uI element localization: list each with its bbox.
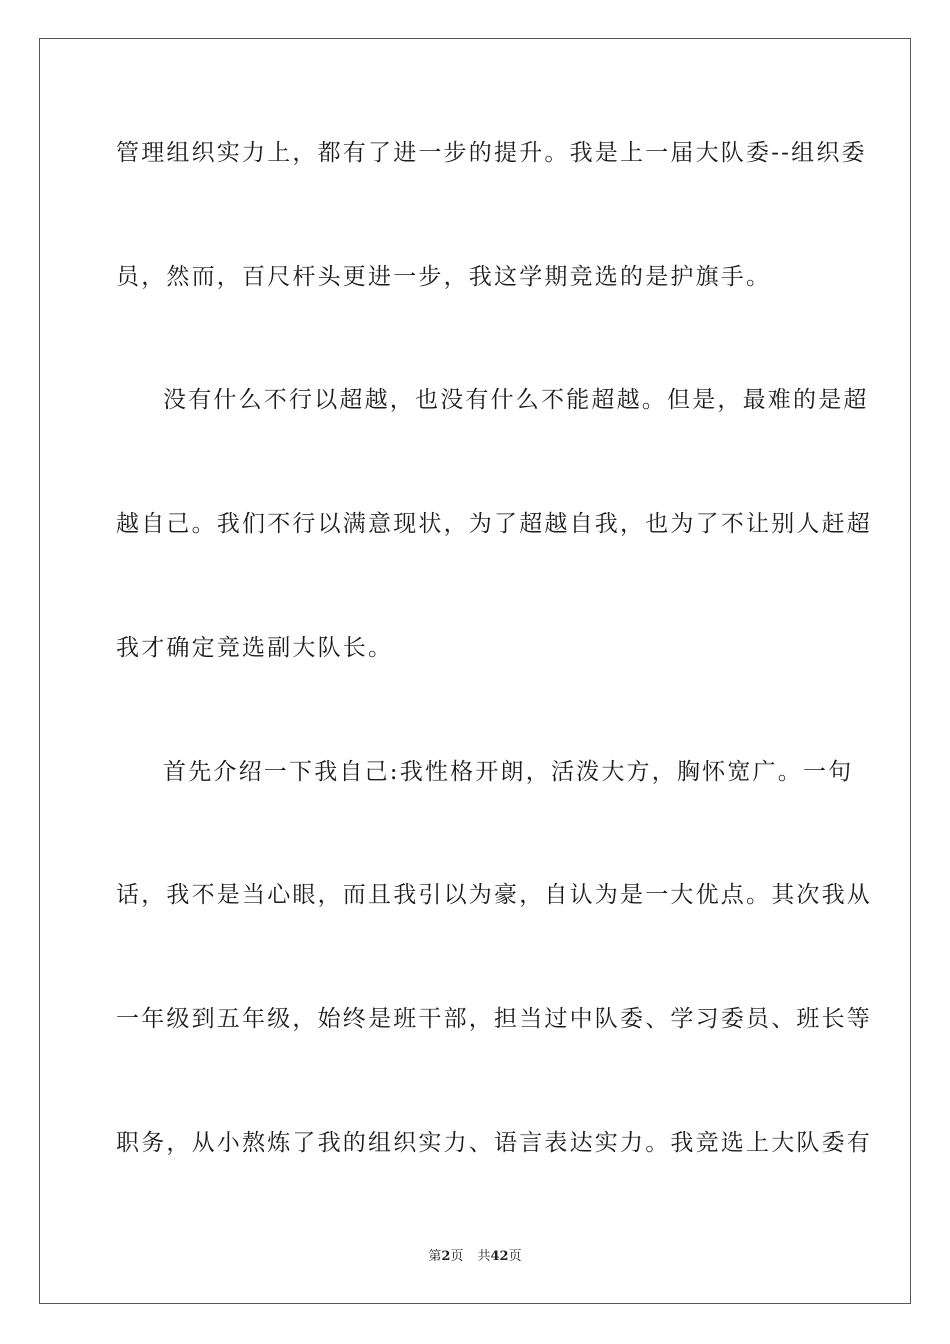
text-line-3: 没有什么不行以超越，也没有什么不能超越。但是，最难的是超 (163, 387, 869, 413)
footer-page-suffix: 页 (450, 1249, 464, 1264)
text-line-8: 一年级到五年级，始终是班干部，担当过中队委、学习委员、班长等 (116, 1006, 872, 1032)
text-line-6: 首先介绍一下我自己:我性格开朗，活泼大方，胸怀宽广。一句 (163, 759, 854, 785)
text-line-1: 管理组织实力上，都有了进一步的提升。我是上一届大队委--组织委 (116, 140, 867, 166)
page-border (39, 38, 911, 1304)
text-line-5: 我才确定竞选副大队长。 (116, 635, 394, 661)
text-line-9: 职务，从小熬炼了我的组织实力、语言表达实力。我竞选上大队委有 (116, 1130, 872, 1156)
footer-page-number: 2 (441, 1249, 451, 1264)
text-line-7: 话，我不是当心眼，而且我引以为豪，自认为是一大优点。其次我从 (116, 882, 872, 908)
footer-page-prefix: 第 (428, 1249, 442, 1264)
footer-total-suffix: 页 (508, 1249, 522, 1264)
footer-total-prefix: 共 (477, 1249, 491, 1264)
text-line-4: 越自己。我们不行以满意现状，为了超越自我，也为了不让别人赶超 (116, 511, 872, 537)
text-line-2: 员，然而，百尺杆头更进一步，我这学期竞选的是护旗手。 (116, 264, 772, 290)
footer-total-pages: 42 (490, 1249, 509, 1264)
page-footer (0, 1248, 950, 1266)
